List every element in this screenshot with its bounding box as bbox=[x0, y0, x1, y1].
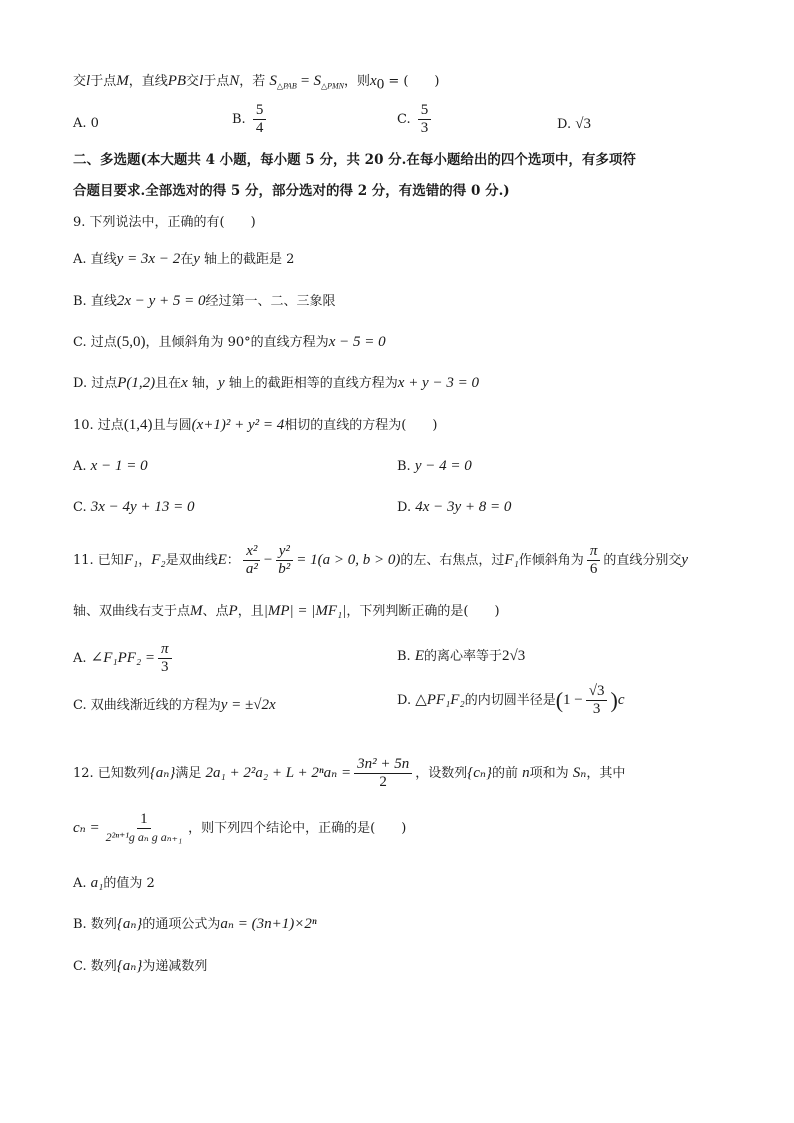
text: ，下列判断正确的是( ) bbox=[346, 604, 500, 619]
numerator: √3 bbox=[586, 683, 608, 701]
equation: y = 3x − 2 bbox=[116, 251, 181, 267]
symbol-y: y bbox=[217, 375, 225, 391]
symbol-x0: x bbox=[370, 73, 377, 89]
q8-stem-tail bbox=[73, 70, 440, 98]
q11-option-d bbox=[397, 683, 624, 718]
q11-stem-line1 bbox=[73, 540, 688, 581]
q8-text: ，若 bbox=[239, 74, 266, 89]
q12-option-c bbox=[73, 955, 207, 978]
text: 经过第一、二、三象限 bbox=[205, 294, 336, 309]
fraction bbox=[253, 102, 267, 137]
area-symbol: S bbox=[313, 73, 321, 89]
option-label: C. 双曲线渐近线的方程为 bbox=[73, 698, 221, 713]
option-label: B. bbox=[397, 459, 411, 474]
q10-option-a bbox=[73, 455, 148, 478]
sequence-c: {cₙ} bbox=[467, 765, 492, 781]
value: 2√3 bbox=[502, 648, 526, 664]
symbol-M: M bbox=[116, 73, 129, 89]
q9-option-a bbox=[73, 248, 294, 271]
denominator: 2²ⁿ⁺¹g aₙ g aₙ₊₁ bbox=[105, 830, 183, 844]
focus-F1: F₁ bbox=[504, 552, 519, 568]
symbol-n: n bbox=[522, 765, 530, 781]
text: 的离心率等于 bbox=[424, 649, 503, 664]
option-label: A. bbox=[73, 876, 87, 891]
q10-option-b bbox=[397, 455, 472, 478]
text: ： bbox=[226, 553, 240, 568]
equation: x + y − 3 = 0 bbox=[397, 375, 479, 391]
equation: x − 1 = 0 bbox=[90, 458, 148, 474]
fraction bbox=[418, 102, 432, 137]
q8-text: ，直线 bbox=[128, 74, 168, 89]
minus: − bbox=[263, 552, 273, 568]
expression: 1 − bbox=[563, 692, 583, 708]
text: 12. 已知数列 bbox=[73, 766, 150, 781]
numerator: π bbox=[158, 641, 172, 659]
text: 、点 bbox=[202, 604, 229, 619]
section2-line2: 合题目要求.全部选对的得 5 分，部分选对的得 2 分，有选错的得 0 分.) bbox=[73, 183, 510, 199]
numerator: x² bbox=[243, 543, 260, 561]
focus-F2: F₂ bbox=[151, 552, 166, 568]
denominator: 6 bbox=[589, 561, 598, 577]
symbol-M: M bbox=[190, 603, 203, 619]
q8-text: 于点 bbox=[90, 74, 117, 89]
text: 且与圆 bbox=[152, 418, 192, 433]
equation: |MP| = |MF₁| bbox=[263, 603, 347, 619]
symbol-N: N bbox=[229, 73, 240, 89]
numerator: π bbox=[587, 543, 601, 561]
symbol-y: y bbox=[681, 552, 689, 568]
numerator: y² bbox=[276, 543, 293, 561]
q10-option-c bbox=[73, 496, 194, 519]
q8-text: 交 bbox=[186, 74, 200, 89]
option-label: B. 数列 bbox=[73, 917, 117, 932]
text: 的通项公式为 bbox=[142, 917, 221, 932]
option-label: A. bbox=[73, 651, 87, 666]
q11-option-a bbox=[73, 641, 175, 676]
q12-option-b bbox=[73, 913, 317, 936]
text: 是双曲线 bbox=[165, 553, 218, 568]
symbol-x: x bbox=[181, 375, 188, 391]
text: 的前 bbox=[491, 766, 518, 781]
option-label: A. 直线 bbox=[73, 252, 117, 267]
text: ，其中 bbox=[586, 766, 626, 781]
sequence-a: {aₙ} bbox=[116, 958, 143, 974]
text: 轴上的截距相等的直线方程为 bbox=[224, 376, 398, 391]
fraction bbox=[586, 683, 608, 718]
text: 作倾斜角为 bbox=[518, 553, 584, 568]
q9-option-c bbox=[73, 331, 386, 354]
denominator: b² bbox=[278, 561, 291, 577]
area-sub: △PMN bbox=[320, 81, 344, 91]
sum-expression: 2a₁ + 2²a₂ + L + 2ⁿaₙ = bbox=[205, 765, 352, 781]
symbol-l: l bbox=[86, 73, 91, 89]
area-symbol: S bbox=[269, 73, 277, 89]
fraction bbox=[587, 543, 601, 578]
q8-text: 于点 bbox=[203, 74, 230, 89]
denominator: 2 bbox=[379, 774, 387, 790]
text: 的值为 2 bbox=[103, 876, 155, 891]
area-sub: △PAB bbox=[276, 81, 297, 91]
symbol-PB: PB bbox=[167, 73, 187, 89]
q12-option-a bbox=[73, 872, 155, 895]
numerator: 3n² + 5n bbox=[354, 756, 412, 774]
fraction bbox=[103, 811, 186, 846]
q11-option-c bbox=[73, 694, 276, 717]
q12-stem-line2 bbox=[73, 808, 406, 849]
numerator: 5 bbox=[253, 102, 267, 120]
text: 相切的直线的方程为( ) bbox=[284, 418, 438, 433]
symbol-y: y bbox=[193, 251, 200, 267]
fraction bbox=[243, 543, 261, 578]
equation: y − 4 = 0 bbox=[414, 458, 472, 474]
option-label: A. bbox=[73, 459, 87, 474]
q8-option-b bbox=[232, 102, 269, 137]
text: 轴、双曲线右支于点 bbox=[73, 604, 191, 619]
equation: 2x − y + 5 = 0 bbox=[116, 293, 206, 309]
sequence-a: {aₙ} bbox=[116, 916, 143, 932]
text: 满足 bbox=[175, 766, 202, 781]
text: 项和为 bbox=[529, 766, 569, 781]
fraction bbox=[158, 641, 172, 676]
text: 且在 bbox=[155, 376, 182, 391]
q8-option-d bbox=[557, 113, 591, 136]
denominator: 3 bbox=[420, 120, 429, 136]
q10-option-d bbox=[397, 496, 511, 519]
text: ， bbox=[138, 553, 152, 568]
symbol-P: P bbox=[228, 603, 238, 619]
focus-F1: F₁ bbox=[123, 552, 139, 568]
option-label: D. bbox=[397, 500, 412, 515]
text: 11. 已知 bbox=[73, 553, 124, 568]
numerator: 1 bbox=[137, 811, 151, 829]
symbol-c: c bbox=[617, 692, 625, 708]
paren-right: ) bbox=[610, 687, 618, 713]
symbol-Sn: Sₙ bbox=[572, 765, 587, 781]
subscript: 0 bbox=[376, 76, 385, 93]
symbol-a1: a₁ bbox=[90, 875, 104, 891]
text: 10. 过点 bbox=[73, 418, 124, 433]
text: ，且 bbox=[237, 604, 264, 619]
q11-option-b bbox=[397, 645, 525, 668]
denominator: 4 bbox=[255, 120, 264, 136]
text: 的内切圆半径是 bbox=[464, 693, 556, 708]
q8-answer-paren: = ( ) bbox=[388, 74, 440, 89]
q8-text: 交 bbox=[73, 74, 87, 89]
option-label: B. bbox=[397, 649, 411, 664]
fraction bbox=[275, 543, 293, 578]
option-label: D. bbox=[397, 693, 412, 708]
triangle: △PF₁F₂ bbox=[415, 692, 465, 708]
circle-equation: (x+1)² + y² = 4 bbox=[191, 417, 285, 433]
option-label: C. 数列 bbox=[73, 959, 117, 974]
q11-stem-line2 bbox=[73, 600, 500, 623]
denominator: 3 bbox=[592, 701, 601, 717]
q12-stem-line1 bbox=[73, 753, 625, 794]
text: 为递减数列 bbox=[142, 959, 208, 974]
text: 的左、右焦点，过 bbox=[400, 553, 505, 568]
symbol-E: E bbox=[217, 552, 227, 568]
symbol-l: l bbox=[199, 73, 204, 89]
equation: x − 5 = 0 bbox=[328, 334, 386, 350]
point: P(1,2) bbox=[117, 375, 156, 391]
paren-left: ( bbox=[555, 687, 564, 713]
option-label: D. bbox=[557, 117, 572, 132]
section2-line1: 二、多选题(本大题共 4 小题，每小题 5 分，共 20 分.在每小题给出的四个选项中，有多项符 bbox=[73, 152, 636, 168]
q8-text: ，则 bbox=[344, 74, 371, 89]
condition: = 1(a > 0, b > 0) bbox=[296, 552, 401, 568]
q9-option-d bbox=[73, 372, 479, 395]
option-label: C. 过点 bbox=[73, 335, 117, 350]
angle-equation: ∠F₁PF₂ = bbox=[90, 650, 156, 666]
option-label: B. 直线 bbox=[73, 294, 117, 309]
text: ，则下列四个结论中，正确的是( ) bbox=[188, 821, 407, 836]
symbol-E: E bbox=[414, 648, 424, 664]
fraction bbox=[354, 756, 412, 791]
denominator: 3 bbox=[161, 659, 169, 675]
text: 的直线分别交 bbox=[603, 553, 682, 568]
option-label: C. bbox=[397, 112, 411, 127]
option-label: B. bbox=[232, 112, 246, 127]
numerator: 5 bbox=[418, 102, 432, 120]
equation: aₙ = (3n+1)×2ⁿ bbox=[220, 916, 317, 932]
point: (5,0) bbox=[116, 334, 146, 350]
q9-stem: 9. 下列说法中，正确的有( ) bbox=[73, 215, 256, 230]
equation: 3x − 4y + 13 = 0 bbox=[90, 499, 195, 515]
q8-option-a: A. 0 bbox=[73, 116, 99, 131]
q8-option-c bbox=[397, 102, 434, 137]
q10-stem bbox=[73, 414, 437, 437]
option-label: D. 过点 bbox=[73, 376, 118, 391]
option-label: C. bbox=[73, 500, 87, 515]
equation: 4x − 3y + 8 = 0 bbox=[415, 499, 512, 515]
point: (1,4) bbox=[123, 417, 153, 433]
sequence-a: {aₙ} bbox=[149, 765, 176, 781]
equation: y = ±√2x bbox=[220, 697, 276, 713]
sqrt-value: √3 bbox=[575, 116, 591, 132]
text: 轴， bbox=[187, 376, 218, 391]
text: ，且倾斜角为 90°的直线方程为 bbox=[145, 335, 329, 350]
text: ，设数列 bbox=[415, 766, 468, 781]
equals: = bbox=[300, 73, 310, 89]
text: 轴上的截距是 2 bbox=[199, 252, 295, 267]
q9-option-b bbox=[73, 290, 336, 313]
text: 在 bbox=[180, 252, 194, 267]
c-definition: cₙ = bbox=[73, 820, 100, 836]
denominator: a² bbox=[245, 561, 258, 577]
